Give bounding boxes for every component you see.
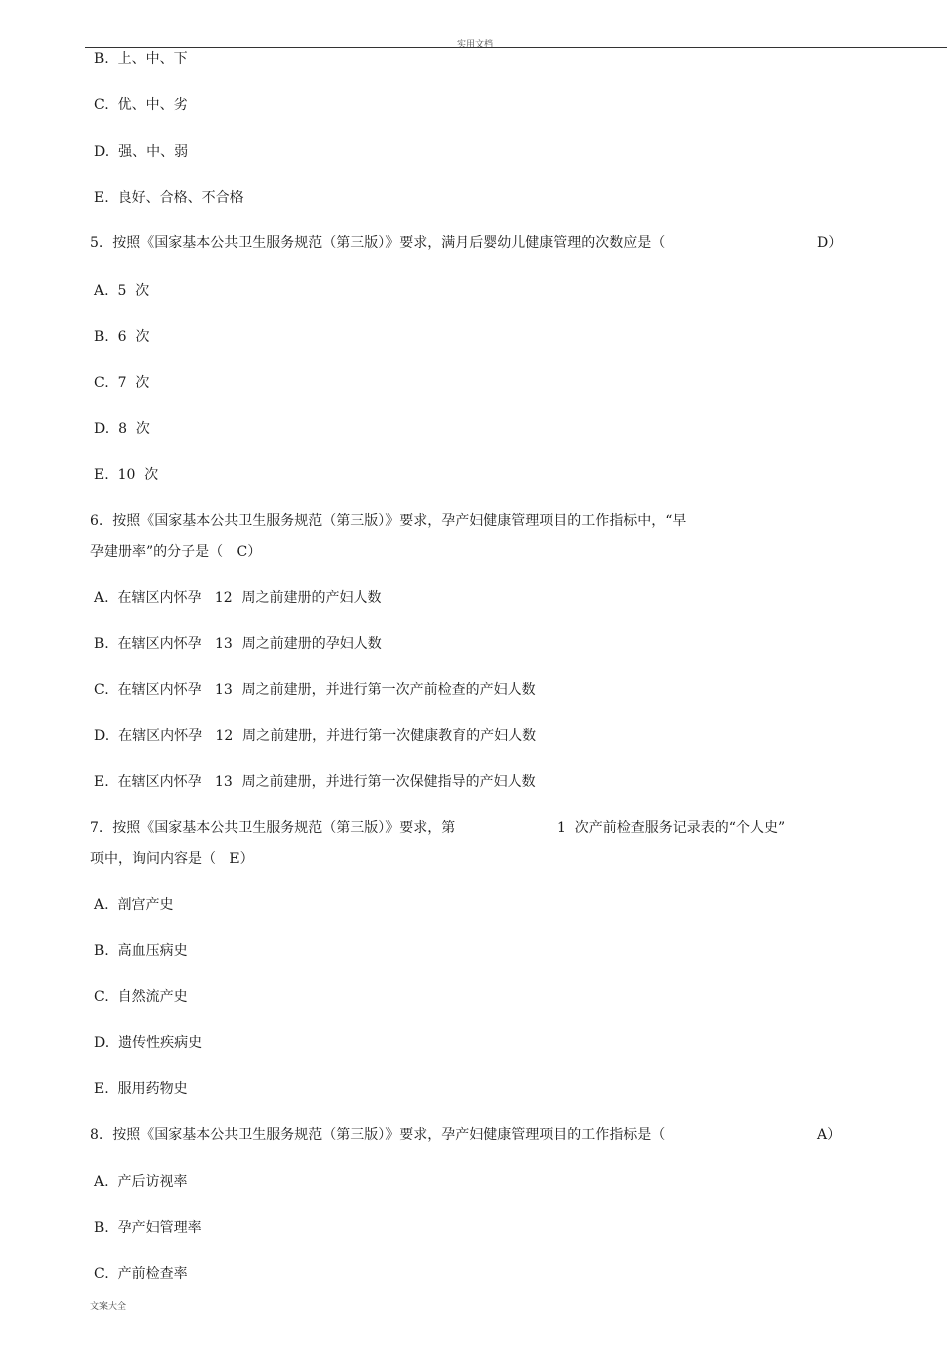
q8-text: 8. 按照《国家基本公共卫生服务规范（第三版）》要求，孕产妇健康管理项目的工作指标是（ — [90, 1127, 666, 1143]
header-rule — [85, 47, 947, 48]
q7-option-a: A. 剖宫产史 — [94, 897, 174, 913]
q5-text: 5. 按照《国家基本公共卫生服务规范（第三版）》要求，满月后婴幼儿健康管理的次数应是（ — [90, 235, 666, 251]
q8-answer: A） — [817, 1127, 842, 1143]
q7-option-d: D. 遗传性疾病史 — [94, 1035, 203, 1051]
q7-text-line1a: 7. 按照《国家基本公共卫生服务规范（第三版）》要求，第 — [90, 820, 456, 836]
q7-text-line1b: 1 次产前检查服务记录表的“个人史” — [557, 820, 786, 836]
q6-text-line2: 孕建册率”的分子是（ C） — [90, 544, 262, 560]
q5-option-e: E. 10 次 — [94, 467, 159, 483]
page-header: 实用文档 — [456, 40, 493, 50]
q4-option-c: C. 优、中、劣 — [94, 97, 188, 113]
q6-option-e: E. 在辖区内怀孕 13 周之前建册，并进行第一次保健指导的产妇人数 — [94, 774, 536, 790]
page-footer: 文案大全 — [90, 1302, 127, 1312]
q5-option-c: C. 7 次 — [94, 375, 150, 391]
q7-option-c: C. 自然流产史 — [94, 989, 188, 1005]
q6-option-c: C. 在辖区内怀孕 13 周之前建册，并进行第一次产前检查的产妇人数 — [94, 682, 536, 698]
q5-option-a: A. 5 次 — [94, 283, 150, 299]
q8-option-a: A. 产后访视率 — [94, 1174, 188, 1190]
q4-option-e: E. 良好、合格、不合格 — [94, 190, 244, 206]
q7-option-b: B. 高血压病史 — [94, 943, 188, 959]
q6-option-d: D. 在辖区内怀孕 12 周之前建册，并进行第一次健康教育的产妇人数 — [94, 728, 537, 744]
q5-option-d: D. 8 次 — [94, 421, 150, 437]
q8-option-c: C. 产前检查率 — [94, 1266, 188, 1282]
q6-option-a: A. 在辖区内怀孕 12 周之前建册的产妇人数 — [94, 590, 382, 606]
q4-option-d: D. 强、中、弱 — [94, 144, 189, 160]
q6-text-line1: 6. 按照《国家基本公共卫生服务规范（第三版）》要求，孕产妇健康管理项目的工作指标中，“早 — [90, 513, 687, 529]
q4-option-b: B. 上、中、下 — [94, 51, 188, 67]
q7-text-line2: 项中，询问内容是（ E） — [90, 851, 254, 867]
q7-option-e: E. 服用药物史 — [94, 1081, 188, 1097]
q6-option-b: B. 在辖区内怀孕 13 周之前建册的孕妇人数 — [94, 636, 382, 652]
q5-answer: D） — [817, 235, 843, 251]
q8-option-b: B. 孕产妇管理率 — [94, 1220, 202, 1236]
q5-option-b: B. 6 次 — [94, 329, 150, 345]
